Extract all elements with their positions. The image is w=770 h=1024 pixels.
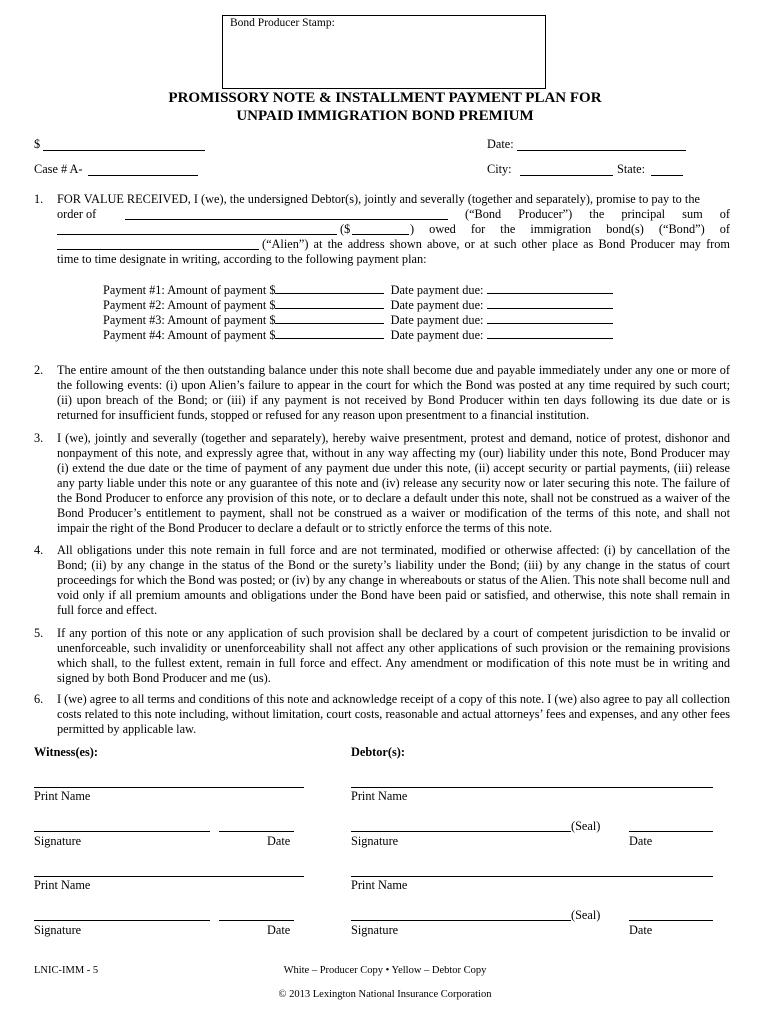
debtor-2-seal-label: (Seal) bbox=[571, 908, 601, 922]
witness-2-signature-field[interactable] bbox=[34, 920, 210, 921]
witness-1-signature-field[interactable] bbox=[34, 831, 210, 832]
paragraph-1-paren-dollar: ($ bbox=[340, 222, 351, 236]
paragraph-2-text: The entire amount of the then outstanding balance under this note shall become due and payable immediately under any one or more of the following events: (i) upon Alien’s failure to appear in the court for which the Bond was posted at any time required by such court; (ii) upon breach of the Bond; or (iii) if any payment is not received by Bond Producer within ten days following its due date or is returned for insufficient funds, stopped or refused for any reason upon presentment to a financial institution. bbox=[57, 363, 730, 422]
principal-sum-words-field[interactable] bbox=[57, 234, 337, 235]
case-number-field[interactable] bbox=[88, 175, 198, 176]
payment-amount-field[interactable] bbox=[275, 327, 384, 339]
paragraph-1-line1: FOR VALUE RECEIVED, I (we), the undersigned Debtor(s), jointly and severally (together and separately), promise to pay to the bbox=[57, 192, 700, 206]
payment-due-label: Date payment due: bbox=[390, 313, 484, 327]
payment-due-field[interactable] bbox=[487, 282, 613, 294]
debtor-2-print-name-label: Print Name bbox=[351, 878, 408, 892]
paragraph-2-number: 2. bbox=[34, 363, 44, 377]
payment-amount-label: Payment #2: Amount of payment $ bbox=[103, 298, 276, 312]
witness-heading: Witness(es): bbox=[34, 745, 98, 759]
witness-2-date-field[interactable] bbox=[219, 920, 294, 921]
payment-amount-label: Payment #4: Amount of payment $ bbox=[103, 328, 276, 342]
debtor-1-date-field[interactable] bbox=[629, 831, 713, 832]
paragraph-4-number: 4. bbox=[34, 543, 44, 557]
state-label: State: bbox=[617, 162, 646, 176]
payment-due-label: Date payment due: bbox=[390, 283, 484, 297]
witness-2-signature-label: Signature bbox=[34, 923, 82, 937]
amount-field[interactable] bbox=[43, 150, 205, 151]
paragraph-1-line5: time to time designate in writing, according to the following payment plan: bbox=[57, 252, 427, 266]
city-field[interactable] bbox=[520, 175, 613, 176]
payment-due-label: Date payment due: bbox=[390, 328, 484, 342]
form-code: LNIC-IMM - 5 bbox=[34, 965, 99, 976]
debtor-2-date-field[interactable] bbox=[629, 920, 713, 921]
debtor-heading: Debtor(s): bbox=[351, 745, 405, 759]
debtor-2-signature-field[interactable] bbox=[351, 920, 571, 921]
paragraph-3-text: I (we), jointly and severally (together and separately), hereby waive presentment, protest and demand, notice of protest, dishonor and nonpayment of this note, and expressly agree that, without in any way affecting my (our) liability under this note, Bond Producer may (i) extend the due date or the time of payment of any payment due under this note, (ii) accept security or partial payments, (iii) release any party liable under this note or any guarantee of this note and (iv) release any security now or later securing this note. The failure of the Bond Producer to enforce any provision of this note, or to declare a default under this note, shall not be construed as a waiver of the Bond Producer’s entitlement to payment, shall not be construed as a waiver or modification of the terms of this note, and shall not impair the right of the Bond Producer to declare a default or to strictly enforce the terms of this note. bbox=[57, 431, 730, 535]
copy-distribution: White – Producer Copy • Yellow – Debtor Copy bbox=[283, 965, 487, 976]
payment-amount-field[interactable] bbox=[275, 312, 384, 324]
city-label: City: bbox=[487, 162, 512, 176]
witness-1-print-name-field[interactable] bbox=[34, 787, 304, 788]
debtor-1-signature-field[interactable] bbox=[351, 831, 571, 832]
witness-1-date-label: Date bbox=[267, 834, 291, 848]
payment-row bbox=[103, 297, 613, 313]
debtor-1-date-label: Date bbox=[629, 834, 653, 848]
copyright-notice: © 2013 Lexington National Insurance Corporation bbox=[278, 989, 492, 1000]
date-label: Date: bbox=[487, 137, 514, 151]
bond-producer-name-field[interactable] bbox=[125, 219, 448, 220]
alien-name-field[interactable] bbox=[57, 249, 259, 250]
debtor-2-print-name-field[interactable] bbox=[351, 876, 713, 877]
witness-1-signature-label: Signature bbox=[34, 834, 82, 848]
payment-row bbox=[103, 282, 613, 298]
debtor-1-print-name-label: Print Name bbox=[351, 789, 408, 803]
state-field[interactable] bbox=[651, 175, 683, 176]
witness-1-print-name-label: Print Name bbox=[34, 789, 91, 803]
principal-sum-amount-field[interactable] bbox=[352, 234, 409, 235]
debtor-1-signature-label: Signature bbox=[351, 834, 399, 848]
case-number-label: Case # A- bbox=[34, 162, 83, 176]
payment-due-field[interactable] bbox=[487, 327, 613, 339]
payment-amount-field[interactable] bbox=[275, 282, 384, 294]
paragraph-1-alien: (“Alien”) at the address shown above, or at such other place as Bond Producer may from bbox=[262, 237, 730, 251]
date-field[interactable] bbox=[517, 150, 686, 151]
witness-2-print-name-label: Print Name bbox=[34, 878, 91, 892]
debtor-2-signature-label: Signature bbox=[351, 923, 399, 937]
amount-dollar-label: $ bbox=[34, 137, 41, 151]
debtor-1-seal-label: (Seal) bbox=[571, 819, 601, 833]
paragraph-5-number: 5. bbox=[34, 626, 44, 640]
paragraph-1-number: 1. bbox=[34, 192, 44, 206]
payment-due-label: Date payment due: bbox=[390, 298, 484, 312]
witness-2-print-name-field[interactable] bbox=[34, 876, 304, 877]
paragraph-1-principal-sum: (“Bond Producer”) the principal sum of bbox=[465, 207, 730, 221]
payment-due-field[interactable] bbox=[487, 312, 613, 324]
payment-due-field[interactable] bbox=[487, 297, 613, 309]
witness-2-date-label: Date bbox=[267, 923, 291, 937]
paragraph-5-text: If any portion of this note or any application of such provision shall be declared by a court of competent jurisdiction to be invalid or unenforceable, such invalidity or unenforceability shall not affect any other applications of such provision or the remaining provisions which shall, to the fullest extent, remain in full force and effect. Any amendment or modification of this note must be in writing and signed by both Bond Producer and me (us). bbox=[57, 626, 730, 685]
document-title-line2: UNPAID IMMIGRATION BOND PREMIUM bbox=[236, 108, 534, 124]
paragraph-4-text: All obligations under this note remain in full force and are not terminated, modified or otherwise affected: (i) by cancellation of the Bond; (ii) by any change in the status of the Bond or the surety’s liability under the Bond; (iii) by any change in the status of court proceedings for which the Bond was posted; or (iv) by any change in whereabouts or status of the Alien. This note shall become null and void only if all premium amounts and obligations under the Bond have been paid or satisfied, and otherwise, this note shall remain in full force and effect. bbox=[57, 543, 730, 617]
payment-amount-field[interactable] bbox=[275, 297, 384, 309]
debtor-2-date-label: Date bbox=[629, 923, 653, 937]
paragraph-1-order-of: order of bbox=[57, 207, 97, 221]
payment-amount-label: Payment #3: Amount of payment $ bbox=[103, 313, 276, 327]
payment-row bbox=[103, 327, 613, 343]
witness-1-date-field[interactable] bbox=[219, 831, 294, 832]
document-title-line1: PROMISSORY NOTE & INSTALLMENT PAYMENT PLAN FOR bbox=[168, 90, 602, 106]
paragraph-6-text: I (we) agree to all terms and conditions of this note and acknowledge receipt of a copy of this note. I (we) also agree to pay all collection costs related to this note including, without limitation, court costs, reasonable and actual attorneys’ fees and expenses, and any other fees permitted by applicable law. bbox=[57, 692, 730, 736]
stamp-label: Bond Producer Stamp: bbox=[230, 17, 335, 29]
paragraph-3-number: 3. bbox=[34, 431, 44, 445]
paragraph-1-owed-for: ) owed for the immigration bond(s) (“Bond”) of bbox=[410, 222, 730, 236]
payment-amount-label: Payment #1: Amount of payment $ bbox=[103, 283, 276, 297]
paragraph-6-number: 6. bbox=[34, 692, 44, 706]
payment-row bbox=[103, 312, 613, 328]
debtor-1-print-name-field[interactable] bbox=[351, 787, 713, 788]
